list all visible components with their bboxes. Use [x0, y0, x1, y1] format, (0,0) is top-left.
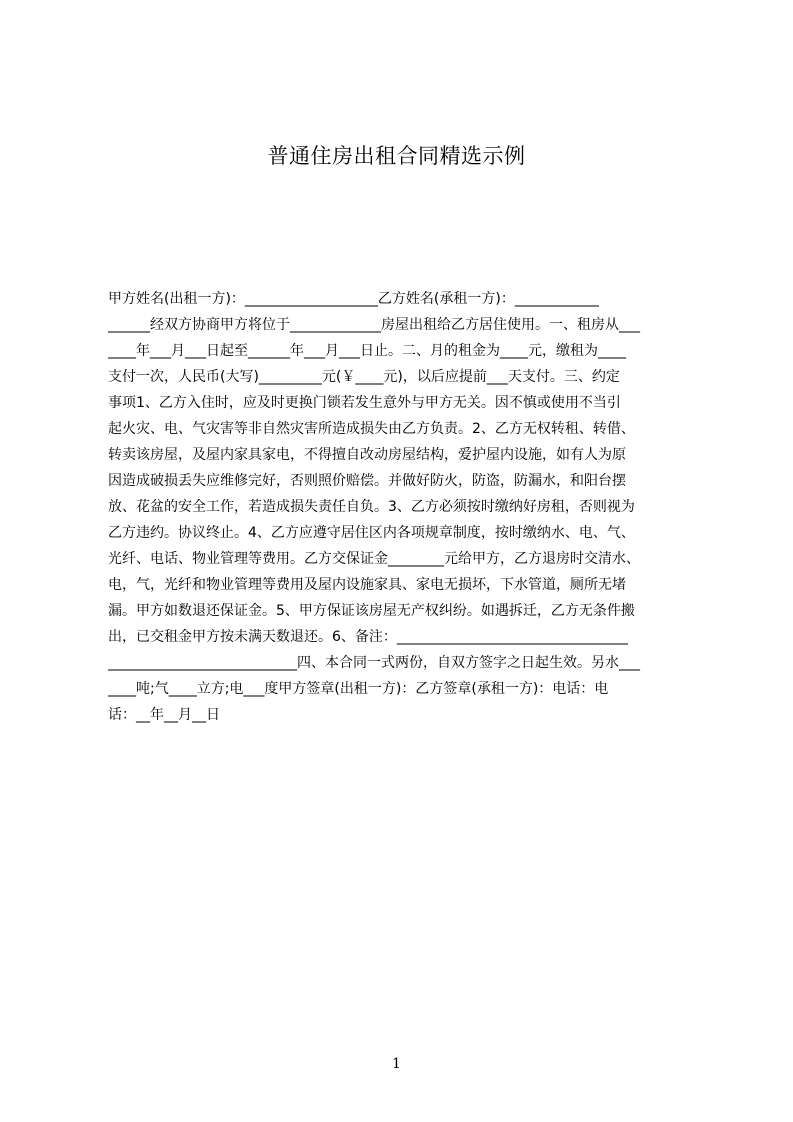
body-line: 出，已交租金甲方按未满天数退还。6、备注：_________________________________	[108, 629, 628, 645]
body-line: 甲方姓名(出租一方)：___________________乙方姓名(承租一方)：____________	[108, 291, 599, 307]
body-line: ___________________________四、本合同一式两份，自双方签字之日起生效。另水___	[108, 655, 640, 671]
body-line: ____年___月___日起至______年___月___日止。二、月的租金为____元，缴租为____	[108, 343, 626, 359]
body-line: 支付一次，人民币(大写)_________元(￥____元)，以后应提前___天支付。三、约定	[108, 369, 620, 385]
body-line: 电，气，光纤和物业管理等费用及屋内设施家具、家电无损坏，下水管道，厕所无堵	[108, 577, 626, 593]
body-line: 起火灾、电、气灾害等非自然灾害所造成损失由乙方负责。2、乙方无权转租、转借、	[108, 421, 635, 437]
body-line: ____吨;气____立方;电___度甲方签章(出租一方)：乙方签章(承租一方)：电话：电	[108, 681, 609, 697]
body-line: 因造成破损丢失应维修完好，否则照价赔偿。并做好防火，防盗，防漏水，和阳台摆	[108, 473, 626, 489]
page-number: 1	[392, 1056, 401, 1072]
body-line: 转卖该房屋，及屋内家具家电，不得擅自改动房屋结构，爱护屋内设施，如有人为原	[108, 447, 626, 463]
body-line: 话：__年__月__日	[108, 707, 220, 723]
contract-body	[108, 286, 698, 756]
body-line: 放、花盆的安全工作，若造成损失责任自负。3、乙方必须按时缴纳好房租，否则视为	[108, 499, 635, 515]
body-line: 漏。甲方如数退还保证金。5、甲方保证该房屋无产权纠纷。如遇拆迁，乙方无条件搬	[108, 603, 635, 619]
document-title: 普通住房出租合同精选示例	[267, 144, 526, 168]
body-line: 光纤、电话、物业管理等费用。乙方交保证金________元给甲方，乙方退房时交清水、	[108, 551, 640, 567]
body-line: 乙方违约。协议终止。4、乙方应遵守居住区内各项规章制度，按时缴纳水、电、气、	[108, 525, 635, 541]
body-line: 事项1、乙方入住时，应及时更换门锁若发生意外与甲方无关。因不慎或使用不当引	[108, 395, 621, 411]
body-line: ______经双方协商甲方将位于_____________房屋出租给乙方居住使用。一、租房从___	[108, 317, 640, 333]
